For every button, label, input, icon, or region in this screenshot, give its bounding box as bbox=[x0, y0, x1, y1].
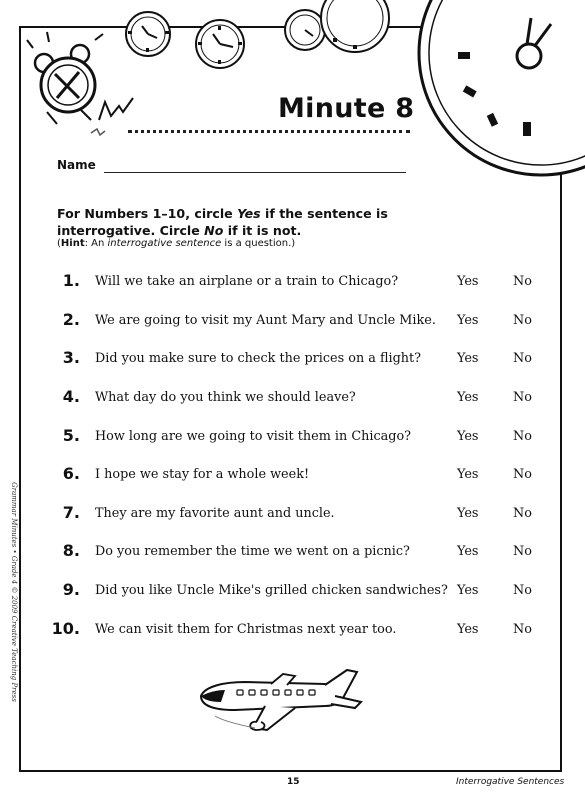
yes-option[interactable]: Yes bbox=[457, 313, 479, 328]
question-number: 1. bbox=[62, 271, 80, 290]
yes-option[interactable]: Yes bbox=[457, 544, 479, 559]
instructions: For Numbers 1–10, circle Yes if the sentence is interrogative. Circle No if it is not. bbox=[57, 206, 388, 238]
question-text: We are going to visit my Aunt Mary and Uncle Mike. bbox=[95, 313, 436, 328]
name-write-line[interactable] bbox=[104, 172, 406, 173]
yes-word: Yes bbox=[237, 206, 261, 221]
hint-term: interrogative sentence bbox=[107, 238, 222, 249]
alarm-clock-icon bbox=[27, 32, 133, 135]
question-text: Will we take an airplane or a train to Chicago? bbox=[95, 274, 399, 289]
question-number: 7. bbox=[62, 503, 80, 522]
question-row bbox=[0, 503, 585, 527]
question-row bbox=[0, 387, 585, 411]
question-row bbox=[0, 580, 585, 604]
yes-option[interactable]: Yes bbox=[457, 622, 479, 637]
question-row bbox=[0, 426, 585, 450]
big-wall-clock-icon bbox=[419, 0, 585, 175]
question-text: Did you like Uncle Mike's grilled chicken sandwiches? bbox=[95, 583, 448, 598]
airplane-icon bbox=[195, 668, 365, 738]
yes-option[interactable]: Yes bbox=[457, 506, 479, 521]
no-word: No bbox=[204, 223, 224, 238]
no-option[interactable]: No bbox=[513, 313, 532, 328]
page-number: 15 bbox=[287, 777, 300, 787]
small-clock-icon-1 bbox=[126, 12, 170, 56]
question-row bbox=[0, 271, 585, 295]
question-number: 3. bbox=[62, 348, 80, 367]
yes-option[interactable]: Yes bbox=[457, 467, 479, 482]
small-clock-icon-2 bbox=[196, 20, 244, 68]
no-option[interactable]: No bbox=[513, 544, 532, 559]
no-option[interactable]: No bbox=[513, 583, 532, 598]
no-option[interactable]: No bbox=[513, 429, 532, 444]
question-number: 10. bbox=[51, 619, 80, 638]
small-clock-icon-3 bbox=[285, 10, 325, 50]
question-number: 5. bbox=[62, 426, 80, 445]
question-text: I hope we stay for a whole week! bbox=[95, 467, 310, 482]
no-option[interactable]: No bbox=[513, 622, 532, 637]
question-text: They are my favorite aunt and uncle. bbox=[95, 506, 335, 521]
question-row bbox=[0, 348, 585, 372]
yes-option[interactable]: Yes bbox=[457, 429, 479, 444]
question-row bbox=[0, 541, 585, 565]
small-clock-icon-4 bbox=[321, 0, 389, 52]
question-row bbox=[0, 464, 585, 488]
title-dotted-underline bbox=[128, 130, 410, 133]
question-text: How long are we going to visit them in Chicago? bbox=[95, 429, 412, 444]
question-text: Do you remember the time we went on a picnic? bbox=[95, 544, 410, 559]
question-number: 8. bbox=[62, 541, 80, 560]
side-credit: Grammar Minutes • Grade 4 © 2009 Creative Teaching Press bbox=[10, 482, 18, 702]
yes-option[interactable]: Yes bbox=[457, 583, 479, 598]
no-option[interactable]: No bbox=[513, 351, 532, 366]
footer-topic-label: Interrogative Sentences bbox=[456, 777, 565, 787]
hint-label: Hint bbox=[60, 238, 85, 249]
question-number: 6. bbox=[62, 464, 80, 483]
no-option[interactable]: No bbox=[513, 390, 532, 405]
yes-option[interactable]: Yes bbox=[457, 274, 479, 289]
question-number: 4. bbox=[62, 387, 80, 406]
no-option[interactable]: No bbox=[513, 467, 532, 482]
name-label: Name bbox=[57, 158, 96, 172]
yes-option[interactable]: Yes bbox=[457, 390, 479, 405]
page-title: Minute 8 bbox=[278, 93, 415, 124]
no-option[interactable]: No bbox=[513, 506, 532, 521]
question-text: We can visit them for Christmas next year too. bbox=[95, 622, 397, 637]
yes-option[interactable]: Yes bbox=[457, 351, 479, 366]
no-option[interactable]: No bbox=[513, 274, 532, 289]
question-number: 2. bbox=[62, 310, 80, 329]
question-text: Did you make sure to check the prices on a flight? bbox=[95, 351, 422, 366]
hint: (Hint: An interrogative sentence is a question.) bbox=[57, 238, 296, 249]
question-row bbox=[0, 619, 585, 643]
question-number: 9. bbox=[62, 580, 80, 599]
clock-decoration bbox=[21, 28, 564, 228]
question-text: What day do you think we should leave? bbox=[95, 390, 356, 405]
question-row bbox=[0, 310, 585, 334]
